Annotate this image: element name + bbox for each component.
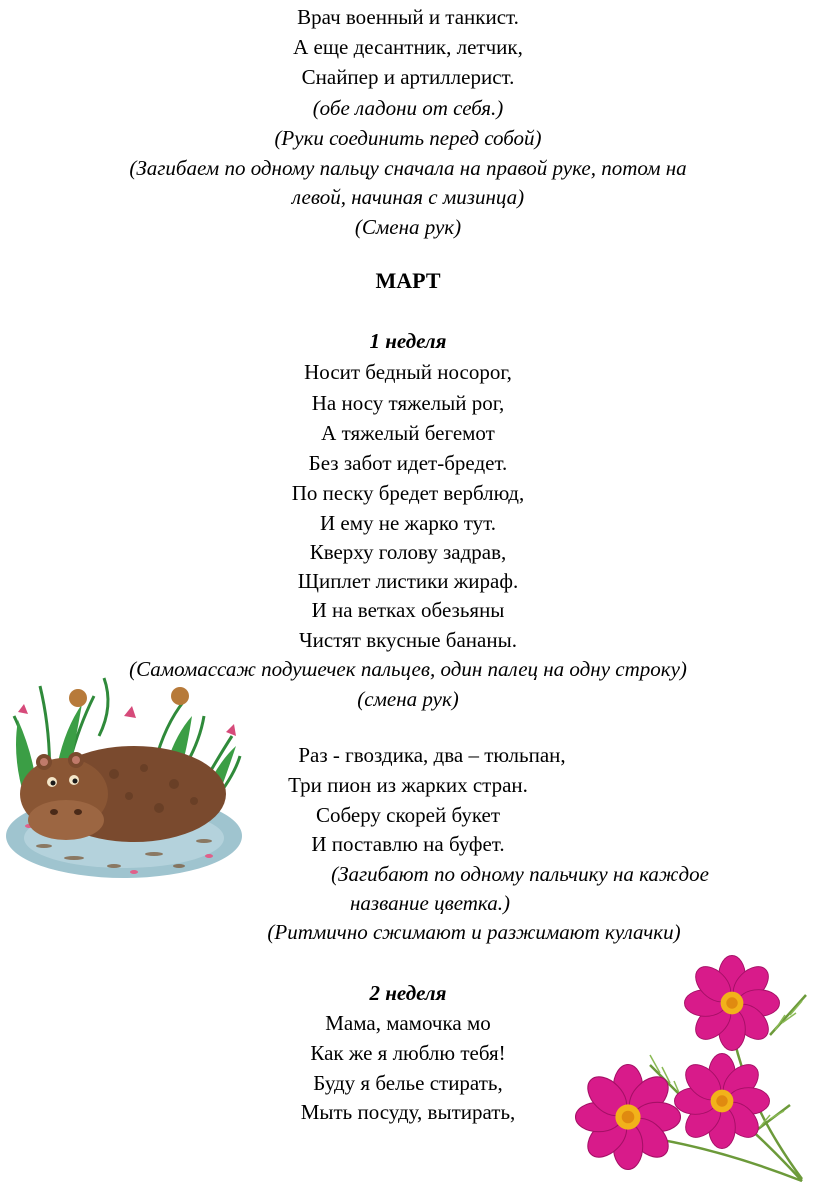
instruction-note: (обе ладони от себя.) [312,96,504,120]
poem-line: Соберу скорей букет [315,803,501,827]
poem-line: Раз - гвоздика, два – тюльпан, [298,743,566,767]
poem-line: Три пион из жарких стран. [288,773,528,797]
poem-line: И поставлю на буфет. [311,832,505,856]
poem-line: Мыть посуду, вытирать, [300,1100,516,1124]
verse-line: Снайпер и артиллерист. [301,65,515,89]
poem-line: По песку бредет верблюд, [291,481,525,505]
month-heading: МАРТ [375,268,441,293]
week-heading: 1 неделя [369,329,447,353]
instruction-note: (Смена рук) [354,215,462,239]
instruction-note: левой, начиная с мизинца) [291,185,525,209]
poem-line: Носит бедный носорог, [304,360,512,384]
poem-line: А тяжелый бегемот [321,421,495,445]
poem-line: Щиплет листики жираф. [297,569,519,593]
poem-line: Мама, мамочка мо [325,1011,491,1035]
week-heading: 2 неделя [369,981,447,1005]
poem-line: И ему не жарко тут. [319,511,497,535]
poem-line: Как же я люблю тебя! [310,1041,506,1065]
poem-line: И на ветках обезьяны [311,598,505,622]
poem-line: На носу тяжелый рог, [311,391,505,415]
instruction-note: (Самомассаж подушечек пальцев, один палец на одну строку) [129,657,687,681]
instruction-note: (Руки соединить перед собой) [274,126,542,150]
cosmos-flowers-illustration [570,955,810,1187]
instruction-note: название цветка.) [350,891,510,915]
poem-line: Чистят вкусные бананы. [299,628,517,652]
poem-line: Буду я белье стирать, [313,1071,503,1095]
instruction-note: (Загибают по одному пальчику на каждое [331,862,709,886]
instruction-note: (смена рук) [357,687,459,711]
instruction-note: (Ритмично сжимают и разжимают кулачки) [267,920,681,944]
poem-line: Без забот идет-бредет. [308,451,508,475]
verse-line: А еще десантник, летчик, [293,35,523,59]
instruction-note: (Загибаем по одному пальцу сначала на правой руке, потом на [129,156,687,180]
verse-line: Врач военный и танкист. [297,5,519,29]
poem-line: Кверху голову задрав, [309,540,507,564]
